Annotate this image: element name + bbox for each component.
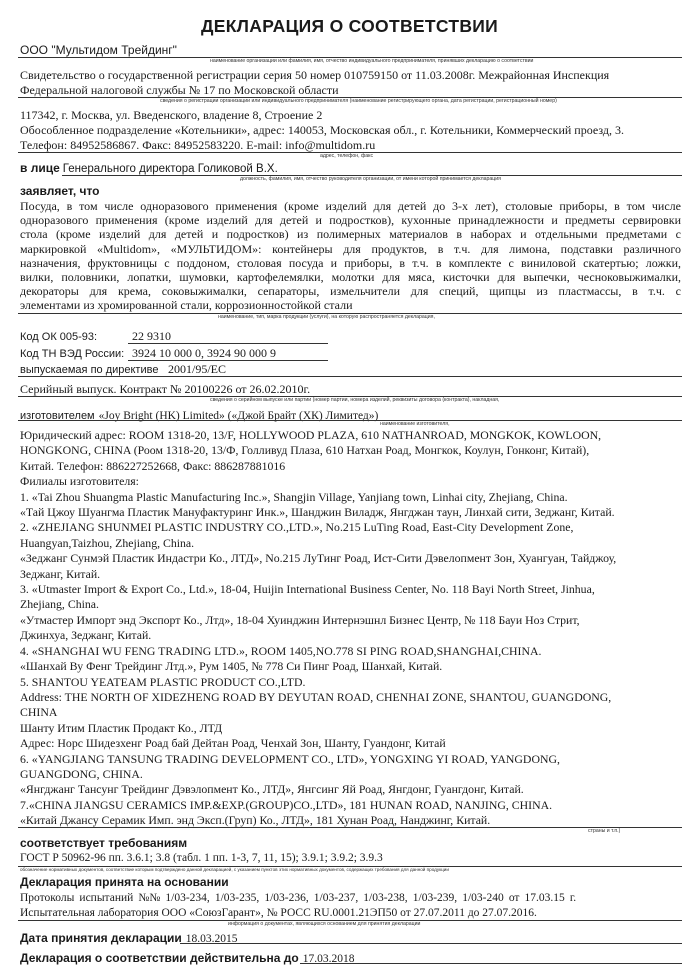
valid-until-label: Декларация о соответствии действительна до [20,951,299,965]
okp-label: Код ОК 005-93: [20,331,98,343]
manufacturer-line: Джинхуа, Зеджанг, Китай. [20,628,152,643]
serial-info: Серийный выпуск. Контракт № 20100226 от 26.02.2010г. [20,382,311,396]
product-line: элементами из хромированной стали, коррозионностойкой стали [20,298,353,313]
manufacturer-line: Адрес: Норс Шидезхенг Роад бай Дейтан Роад, Ченхай Зон, Шанту, Гуандонг, Китай [20,736,446,751]
manufacturer-line: Address: THE NORTH OF XIDEZHENG ROAD BY DEYUTAN ROAD, CHENHAI ZONE, SHANTOU, GUANGDONG, [20,689,612,704]
basis-line-2: Испытательная лаборатория ООО «СоюзГарант», № РОСС RU.0001.21ЭП50 от 27.07.2011 до 27.07.2016. [20,907,537,919]
serial-caption: сведения о серийном выпуске или партии (номер партии, номера изделий, реквизиты договора (контракта), накладная, [210,397,500,403]
tnved-label: Код ТН ВЭД России: [20,348,125,360]
product-line: стола (кроме изделий для детей и подростков) из полимерных материалов в наборах и отдельными предметами с [20,227,681,242]
basis-label: Декларация принята на основании [20,875,229,889]
head-value: Генерального директора Голиковой В.Х. [62,163,278,175]
conformity-label: соответствует требованиям [20,836,188,850]
accepted-date-label: Дата принятия декларации [20,931,182,945]
manufacturer-line: 6. «YANGJIANG TANSUNG TRADING DEVELOPMENT CO., LTD», YONGXING YI ROAD, YANGDONG, [20,751,560,766]
manufacturer-line: Zhejiang, China. [20,597,99,612]
registration-line-1: Свидетельство о государственной регистрации серия 50 номер 010759150 от 11.03.2008г. Межрайонная Инспекция [20,68,610,82]
manufacturer-line: GUANGDONG, CHINA. [20,766,143,781]
manufacturer-line: Юридический адрес: ROOM 1318-20, 13/F, HOLLYWOOD PLAZA, 610 NATHANROAD, MONGKOK, KOWLOON, [20,428,602,442]
manufacturer-line: «Китай Джансу Серамик Имп. энд Эксп.(Груп) Ко., ЛТД», 181 Хунан Роад, Нанджинг, Китай. [20,813,491,828]
tnved-value: 3924 10 000 0, 3924 90 000 9 [132,346,276,360]
okp-value: 22 9310 [132,329,171,343]
manufacturer-line: 3. «Utmaster Import & Export Co., Ltd.», 18-04, Huijin International Business Center, No. 118 Bayi North Street, Jinhua, [20,582,595,597]
manufacturer-details [20,428,685,829]
accepted-date-value: 18.03.2015 [185,933,238,945]
address-line-2: Обособленное подразделение «Котельники», адрес: 140053, Московская обл., г. Котельники, Коммерческий проезд, 3. [20,123,624,137]
head-label: в лице [20,161,60,175]
head-caption: должность, фамилия, имя, отчество руководителя организации, от имени которой принимается декларация [240,176,501,182]
registration-line-2: Федеральной налоговой службы № 17 по Московской области [20,83,339,97]
manufacturer-line: Huangyan,Taizhou, Zhejiang, China. [20,535,195,550]
applicant-name-caption: наименование организации или фамилия, имя, отчество индивидуального предпринимателя, принявших декларацию о соответствии [210,58,534,64]
countries-caption: страны и т.п.) [588,828,621,834]
product-line: вилки, половники, лопатки, шумовки, картофелемялки, молотки для мяса, кисточки для выпечки, чесноковыжималки, [20,270,681,285]
manufacturer-line: Филиалы изготовителя: [20,474,139,489]
manufacturer-value: «Joy Bright (HK) Limited» («Джой Брайт (ХК) Лимитед») [98,410,379,422]
manufacturer-line: 5. SHANTOU YEATEAM PLASTIC PRODUCT CO.,LTD. [20,674,306,689]
manufacturer-line: «Шанхай Ву Фенг Трейдинг Лтд.», Рум 1405, № 778 Си Пинг Роад, Шанхай, Китай. [20,659,443,674]
manufacturer-line: 4. «SHANGHAI WU FENG TRADING LTD.», ROOM 1405,NO.778 SI PING ROAD,SHANGHAI,CHINA. [20,643,542,658]
address-caption: адрес, телефон, факс [320,153,374,159]
manufacturer-line: 2. «ZHEJIANG SHUNMEI PLASTIC INDUSTRY CO.,LTD.», No.215 LuTing Road, East-City Development Zone, [20,520,574,535]
product-line: назначения, фруктовницы с поддоном, столовая посуда и приборы, в т.ч. в комплекте с виниловой скатертью; ложки, [20,255,681,270]
basis-line-1: Протоколы испытаний №№ 1/03-234, 1/03-235, 1/03-236, 1/03-237, 1/03-238, 1/03-239, 1/03-240 от 17.03.15 г. [20,892,577,904]
manufacturer-line: Китай. Телефон: 886227252668, Факс: 886287881016 [20,458,286,473]
standards-caption: обозначение нормативных документов, соответствие которым подтверждено данной декларацией, с указанием пунктов этих нормативных документов, содержащих требования для данной продукции [20,867,449,872]
manufacturer-line: «Утмастер Импорт энд Экспорт Ко., Лтд», 18-04 Хуинджин Интернэшнл Бизнес Центр, № 118 Бауи Ноз Стрит, [20,612,580,627]
address-line-1: 117342, г. Москва, ул. Введенского, владение 8, Строение 2 [20,108,323,122]
manufacturer-line: 1. «Tai Zhou Shuangma Plastic Manufacturing Inc.», Shangjin Village, Yanjiang town, Linhai city, Zhejiang, China. [20,489,568,504]
basis-caption: информация о документах, являющихся основанием для принятия декларации [228,921,421,927]
manufacturer-line: HONGKONG, CHINA (Роом 1318-20, 13/Ф, Голливуд Плаза, 610 Натхан Роад, Монгкок, Коулун, Гонконг, Китай), [20,443,590,458]
product-line: одноразового применения (кроме изделий для детей и подростков), кухонные принадлежности и предметы сервировки [20,213,681,228]
product-caption: наименование, тип, марка продукции (услуги), на которую распространяется декларация, [218,314,435,320]
standards-value: ГОСТ Р 50962-96 пп. 3.6.1; 3.8 (табл. 1 пп. 1-3, 7, 11, 15); 3.9.1; 3.9.2; 3.9.3 [20,852,383,864]
directive-value: 2001/95/ЕС [168,362,227,376]
manufacturer-line: «Янгджанг Тансунг Трейдинг Дэвэлопмент Ко., ЛТД», Янгсинг Яй Роад, Янгдонг, Гуангдонг, Китай. [20,782,524,797]
page-title: ДЕКЛАРАЦИЯ О СООТВЕТСТВИИ [200,16,499,36]
manufacturer-caption: наименование изготовителя, [380,421,450,427]
product-line: декораторы для крема, соковыжималки, сепараторы, измельчители для специй, щипцы из пластмассы, в т.ч. с [20,284,681,299]
manufacturer-line: «Зеджанг Сунмэй Пластик Индастри Ко., ЛТД», No.215 ЛуТинг Роад, Ист-Сити Дэвелопмент Зон, Хуангуан, Тайджоу, [20,551,617,566]
registration-caption: сведения о регистрации организации или индивидуального предпринимателя (наименование регистрирующего органа, дата регистрации, регистрационный номер) [160,98,557,104]
product-line: маркировкой «Multidom», «МУЛЬТИДОМ»: контейнеры для продуктов, в т.ч. для лимона, подставки различного [20,241,681,256]
manufacturer-line: Шанту Итим Пластик Продакт Ко., ЛТД [20,720,223,735]
declares-label: заявляет, что [20,184,100,198]
address-line-3: Телефон: 84952586867. Факс: 84952583220. E-mail: info@multidom.ru [20,138,376,152]
manufacturer-line: Зеджанг, Китай. [20,566,101,581]
valid-until-value: 17.03.2018 [302,953,355,965]
manufacturer-line: CHINA [20,705,58,720]
manufacturer-line: «Тай Цжоу Шуангма Пластик Мануфактуринг Инк.», Шанджин Виладж, Янгджан таун, Линхай сити, Зеджанг, Китай. [20,505,615,520]
product-description [20,199,681,313]
applicant-name: ООО "Мультидом Трейдинг" [20,43,177,57]
manufacturer-label: изготовителем [20,410,95,422]
product-line: Посуда, в том числе одноразового применения (кроме изделий для детей до 3-х лет), столовые приборы, в том числе [20,199,681,213]
manufacturer-line: 7.«CHINA JIANGSU CERAMICS IMP.&EXP.(GROUP)CO.,LTD», 181 HUNAN ROAD, NANJING, CHINA. [20,797,553,812]
directive-label: выпускаемая по директиве [20,364,159,376]
